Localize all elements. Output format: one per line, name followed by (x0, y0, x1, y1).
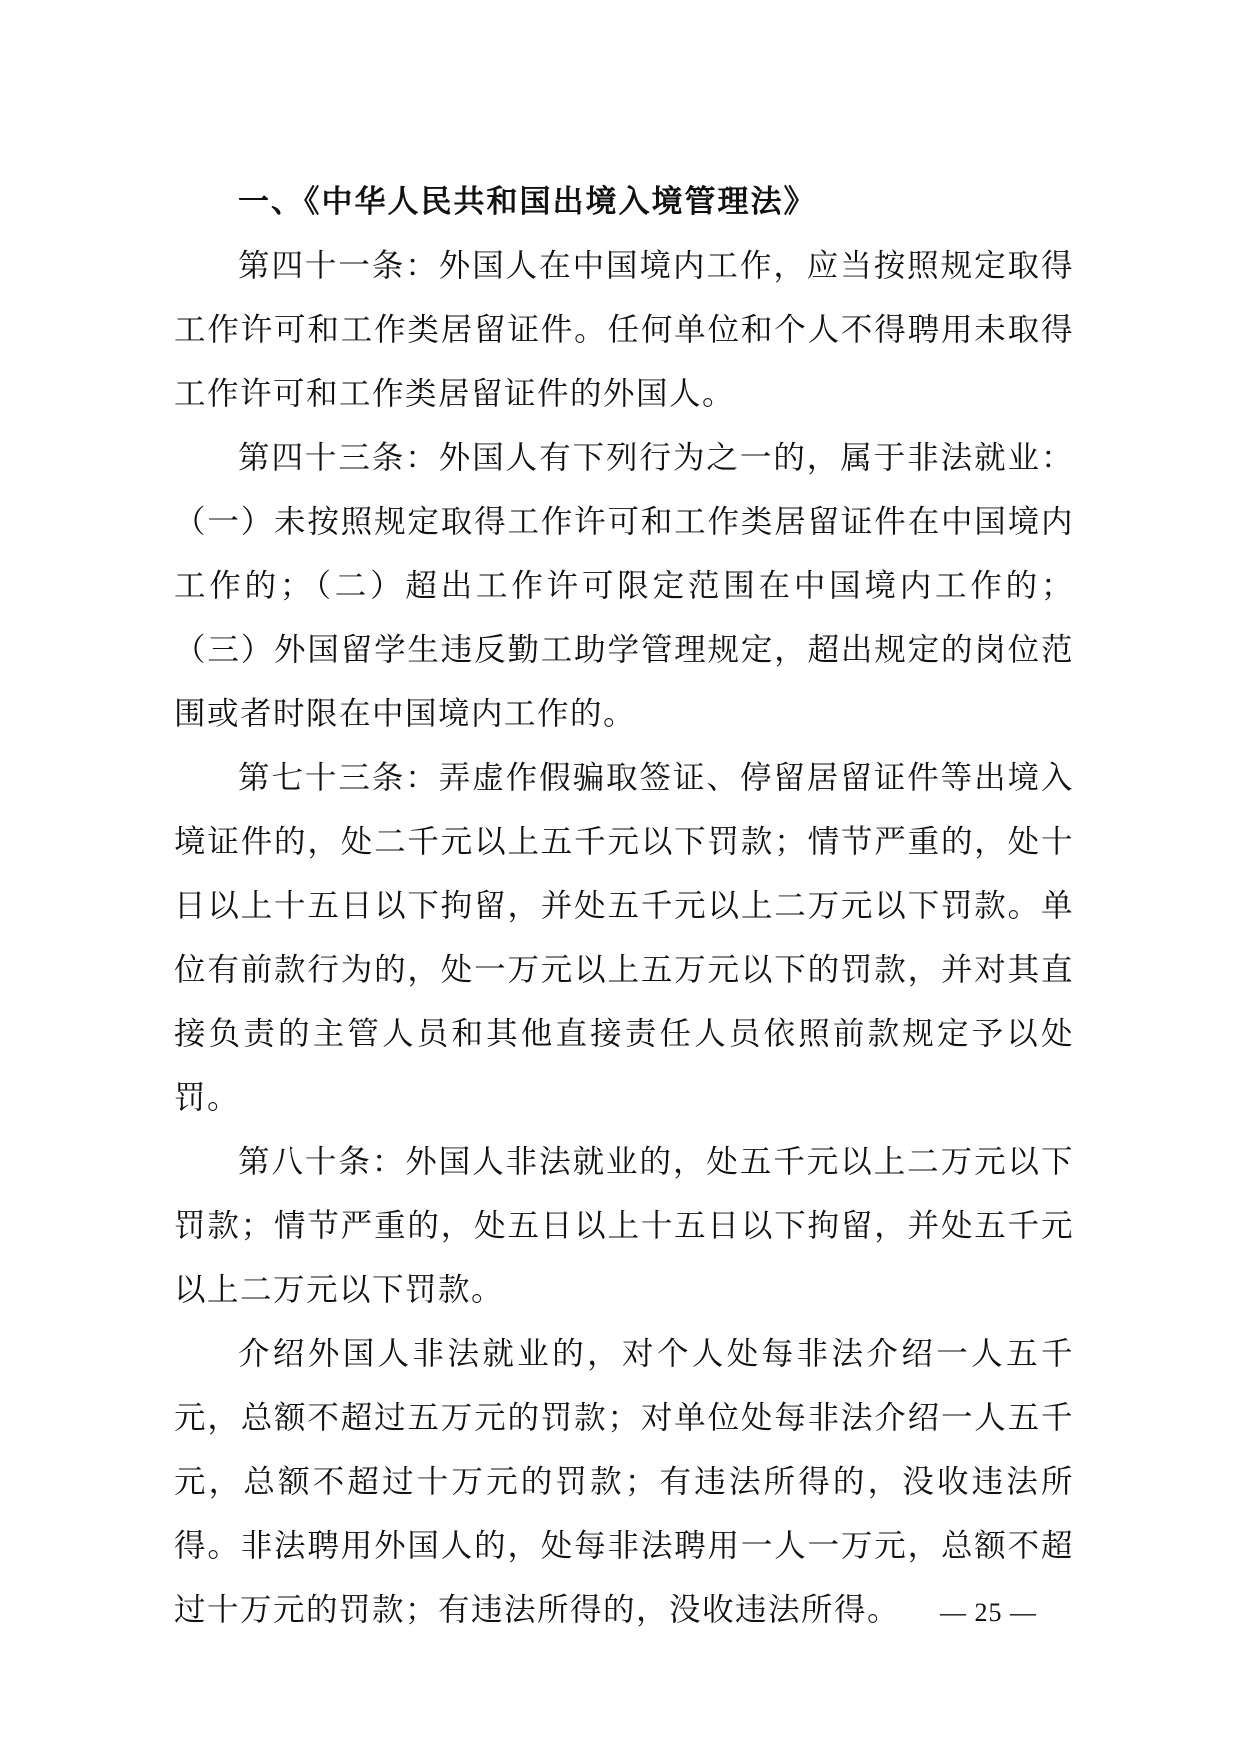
article-41-paragraph: 第四十一条：外国人在中国境内工作，应当按照规定取得工作许可和工作类居留证件。任何单位和个人不得聘用未取得工作许可和工作类居留证件的外国人。 (174, 248, 1074, 412)
document-page (174, 170, 1074, 1642)
article-80-paragraph: 第八十条：外国人非法就业的，处五千元以上二万元以下罚款；情节严重的，处五日以上十五日以下拘留，并处五千元以上二万元以下罚款。 (174, 1144, 1074, 1308)
article-43-paragraph: 第四十三条：外国人有下列行为之一的，属于非法就业：（一）未按照规定取得工作许可和工作类居留证件在中国境内工作的；（二）超出工作许可限定范围在中国境内工作的；（三）外国留学生违反勤工助学管理规定，超出规定的岗位范围或者时限在中国境内工作的。 (174, 440, 1074, 732)
article-80-continued-paragraph: 介绍外国人非法就业的，对个人处每非法介绍一人五千元，总额不超过五万元的罚款；对单位处每非法介绍一人五千元，总额不超过十万元的罚款；有违法所得的，没收违法所得。非法聘用外国人的，处每非法聘用一人一万元，总额不超过十万元的罚款；有违法所得的，没收违法所得。 (174, 1336, 1074, 1628)
section-heading: 一、《中华人民共和国出境入境管理法》 (238, 184, 817, 220)
page-number: — 25 — (940, 1598, 1037, 1627)
article-73-paragraph: 第七十三条：弄虚作假骗取签证、停留居留证件等出境入境证件的，处二千元以上五千元以下罚款；情节严重的，处十日以上十五日以下拘留，并处五千元以上二万元以下罚款。单位有前款行为的，处一万元以上五万元以下的罚款，并对其直接负责的主管人员和其他直接责任人员依照前款规定予以处罚。 (174, 760, 1074, 1116)
